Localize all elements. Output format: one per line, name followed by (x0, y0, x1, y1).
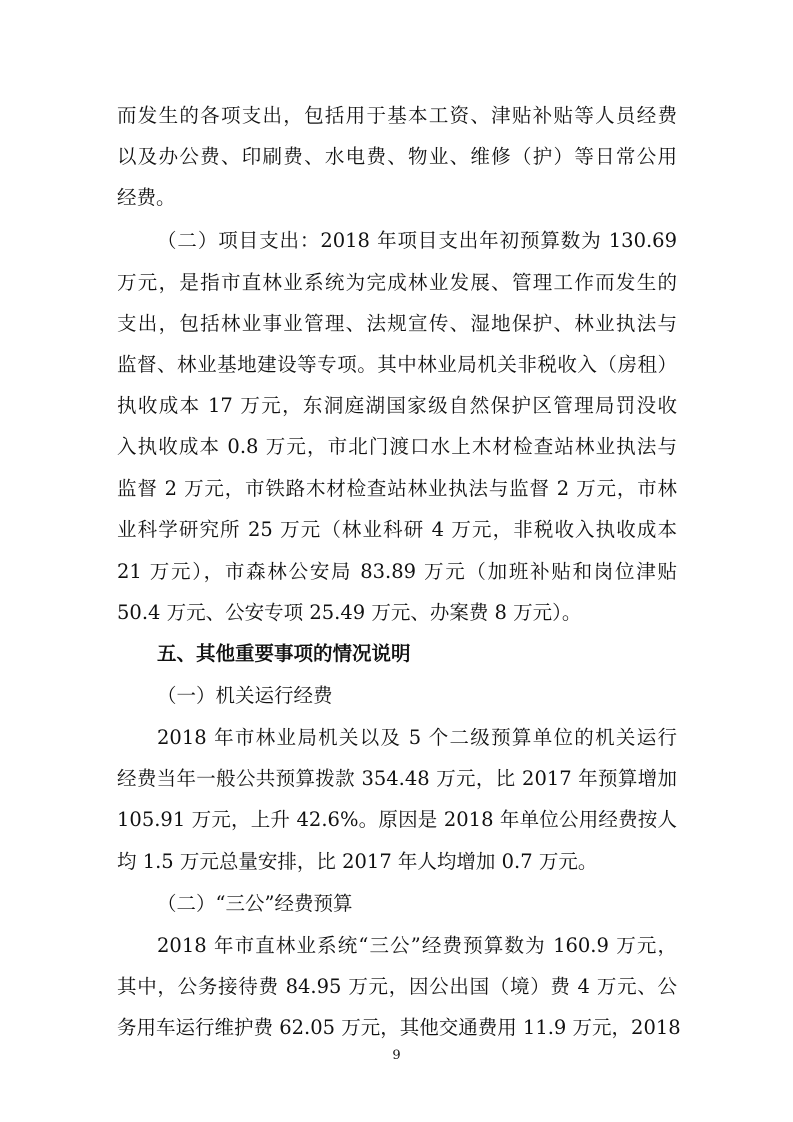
section-heading: 五、其他重要事项的情况说明 (157, 642, 411, 665)
body-text-line: 经费当年一般公共预算拨款 354.48 万元，比 2017 年预算增加 (117, 767, 677, 790)
body-text-line: 105.91 万元，上升 42.6%。原因是 2018 年单位公用经费按人 (117, 808, 677, 831)
body-text-line: 监督、林业基地建设等专项。其中林业局机关非税收入（房租） (117, 353, 677, 376)
body-text-line: 均 1.5 万元总量安排，比 2017 年人均增加 0.7 万元。 (117, 850, 598, 873)
body-text-line: 入执收成本 0.8 万元，市北门渡口水上木材检查站林业执法与 (117, 435, 677, 458)
body-text-line: （二）项目支出：2018 年项目支出年初预算数为 130.69 (157, 229, 677, 252)
body-text-line: 21 万元），市森林公安局 83.89 万元（加班补贴和岗位津贴 (117, 560, 677, 583)
body-text-line: 而发生的各项支出，包括用于基本工资、津贴补贴等人员经费 (117, 104, 677, 127)
body-text-line: 监督 2 万元，市铁路木材检查站林业执法与监督 2 万元，市林 (117, 477, 677, 500)
body-text-line: 以及办公费、印刷费、水电费、物业、维修（护）等日常公用 (117, 145, 677, 168)
page-number: 9 (392, 1048, 401, 1063)
body-text-line: 经费。 (117, 186, 176, 209)
body-text-line: 其中，公务接待费 84.95 万元，因公出国（境）费 4 万元、公 (117, 975, 677, 998)
subsection-heading: （二）“三公”经费预算 (157, 892, 353, 915)
body-text-line: 2018 年市林业局机关以及 5 个二级预算单位的机关运行 (157, 726, 677, 749)
body-text-line: 务用车运行维护费 62.05 万元，其他交通费用 11.9 万元，2018 (117, 1016, 681, 1039)
body-text-line: 2018 年市直林业系统“三公”经费预算数为 160.9 万元， (157, 934, 677, 957)
body-text-line: 50.4 万元、公安专项 25.49 万元、办案费 8 万元）。 (117, 601, 582, 624)
body-text-line: 执收成本 17 万元，东洞庭湖国家级自然保护区管理局罚没收 (117, 394, 677, 417)
body-text-line: 业科学研究所 25 万元（林业科研 4 万元，非税收入执收成本 (117, 518, 677, 541)
body-text-line: 支出，包括林业事业管理、法规宣传、湿地保护、林业执法与 (117, 312, 677, 335)
body-text-line: 万元，是指市直林业系统为完成林业发展、管理工作而发生的 (117, 271, 677, 294)
subsection-heading: （一）机关运行经费 (157, 684, 333, 707)
